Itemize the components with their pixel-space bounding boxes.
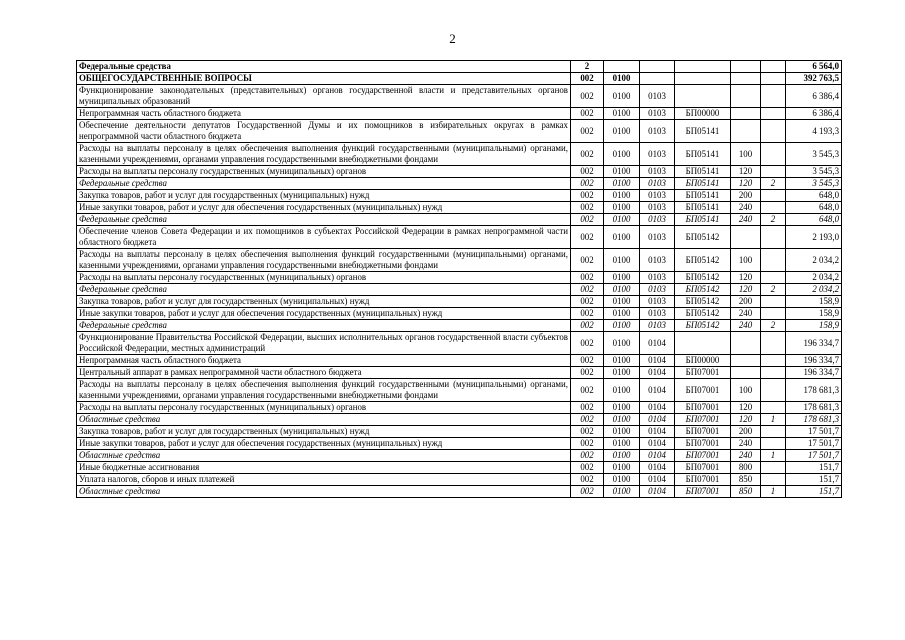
row-subsection: 0103	[640, 226, 675, 249]
row-amount: 6 386,4	[786, 108, 842, 120]
row-target-item: БП05142	[675, 272, 731, 284]
row-section: 0100	[604, 108, 640, 120]
row-expense-type: 120	[731, 414, 761, 426]
row-source	[761, 73, 786, 85]
row-grbs: 2	[571, 61, 604, 73]
row-name: Непрограммная часть областного бюджета	[77, 108, 571, 120]
row-name: Центральный аппарат в рамках непрограммной части областного бюджета	[77, 367, 571, 379]
row-source	[761, 143, 786, 166]
table-row	[77, 450, 842, 462]
row-target-item	[675, 73, 731, 85]
row-section: 0100	[604, 402, 640, 414]
row-target-item: БП07001	[675, 462, 731, 474]
row-section: 0100	[604, 143, 640, 166]
row-name: Функционирование законодательных (представительных) органов государственной власти и представительных органов муниципальных образований	[77, 85, 571, 108]
row-source	[761, 166, 786, 178]
row-subsection	[640, 61, 675, 73]
row-name: Федеральные средства	[77, 320, 571, 332]
row-subsection: 0103	[640, 249, 675, 272]
row-expense-type: 120	[731, 284, 761, 296]
row-expense-type: 240	[731, 308, 761, 320]
row-subsection: 0103	[640, 320, 675, 332]
row-subsection: 0103	[640, 284, 675, 296]
row-section: 0100	[604, 426, 640, 438]
row-grbs: 002	[571, 332, 604, 355]
row-name: Федеральные средства	[77, 284, 571, 296]
row-amount: 158,9	[786, 320, 842, 332]
row-target-item: БП05142	[675, 226, 731, 249]
row-section: 0100	[604, 226, 640, 249]
table-row	[77, 143, 842, 166]
row-grbs: 002	[571, 308, 604, 320]
table-row	[77, 120, 842, 143]
row-grbs: 002	[571, 249, 604, 272]
table-row	[77, 367, 842, 379]
row-expense-type	[731, 355, 761, 367]
row-section: 0100	[604, 178, 640, 190]
row-source	[761, 308, 786, 320]
row-source	[761, 202, 786, 214]
row-grbs: 002	[571, 450, 604, 462]
table-row	[77, 272, 842, 284]
row-name: Непрограммная часть областного бюджета	[77, 355, 571, 367]
table-row	[77, 73, 842, 85]
row-source	[761, 272, 786, 284]
row-name: Закупка товаров, работ и услуг для государственных (муниципальных) нужд	[77, 190, 571, 202]
row-source	[761, 85, 786, 108]
row-expense-type: 120	[731, 272, 761, 284]
row-source	[761, 332, 786, 355]
row-target-item: БП05142	[675, 320, 731, 332]
row-target-item: БП07001	[675, 426, 731, 438]
row-amount: 196 334,7	[786, 355, 842, 367]
row-grbs: 002	[571, 284, 604, 296]
row-grbs: 002	[571, 462, 604, 474]
row-expense-type	[731, 367, 761, 379]
row-expense-type	[731, 226, 761, 249]
row-expense-type	[731, 108, 761, 120]
table-row	[77, 178, 842, 190]
row-grbs: 002	[571, 320, 604, 332]
row-section: 0100	[604, 486, 640, 498]
row-section: 0100	[604, 450, 640, 462]
table-row	[77, 320, 842, 332]
row-source	[761, 355, 786, 367]
row-target-item: БП05142	[675, 284, 731, 296]
row-amount: 178 681,3	[786, 414, 842, 426]
row-subsection: 0104	[640, 486, 675, 498]
row-subsection: 0104	[640, 414, 675, 426]
row-source: 1	[761, 414, 786, 426]
row-grbs: 002	[571, 379, 604, 402]
row-amount: 151,7	[786, 486, 842, 498]
row-section: 0100	[604, 202, 640, 214]
row-amount: 158,9	[786, 296, 842, 308]
row-section: 0100	[604, 284, 640, 296]
row-amount: 17 501,7	[786, 426, 842, 438]
row-source: 2	[761, 214, 786, 226]
row-target-item: БП07001	[675, 474, 731, 486]
row-source: 1	[761, 450, 786, 462]
row-name: Расходы на выплаты персоналу в целях обеспечения выполнения функций государственными (муниципальными) органами, казенными учреждениями, органами управления государственными внебюджетными фондами	[77, 379, 571, 402]
row-name: Иные бюджетные ассигнования	[77, 462, 571, 474]
row-source	[761, 379, 786, 402]
row-target-item: БП05141	[675, 120, 731, 143]
row-amount: 2 034,2	[786, 272, 842, 284]
row-source: 2	[761, 320, 786, 332]
row-expense-type: 240	[731, 320, 761, 332]
row-amount: 151,7	[786, 474, 842, 486]
row-name: Расходы на выплаты персоналу государственных (муниципальных) органов	[77, 166, 571, 178]
row-section: 0100	[604, 320, 640, 332]
row-target-item: БП07001	[675, 379, 731, 402]
row-amount: 3 545,3	[786, 166, 842, 178]
row-section: 0100	[604, 249, 640, 272]
row-name: Областные средства	[77, 450, 571, 462]
row-amount: 151,7	[786, 462, 842, 474]
row-name: Областные средства	[77, 414, 571, 426]
row-subsection: 0103	[640, 166, 675, 178]
row-grbs: 002	[571, 214, 604, 226]
row-subsection: 0103	[640, 108, 675, 120]
row-grbs: 002	[571, 73, 604, 85]
row-amount: 2 034,2	[786, 249, 842, 272]
row-subsection: 0104	[640, 355, 675, 367]
row-grbs: 002	[571, 85, 604, 108]
table-row	[77, 85, 842, 108]
table-row	[77, 226, 842, 249]
row-grbs: 002	[571, 355, 604, 367]
row-subsection: 0104	[640, 367, 675, 379]
row-grbs: 002	[571, 272, 604, 284]
row-subsection: 0103	[640, 143, 675, 166]
row-expense-type: 850	[731, 474, 761, 486]
row-name: Закупка товаров, работ и услуг для государственных (муниципальных) нужд	[77, 426, 571, 438]
row-name: Федеральные средства	[77, 214, 571, 226]
row-amount: 3 545,3	[786, 143, 842, 166]
row-section: 0100	[604, 85, 640, 108]
row-expense-type: 120	[731, 166, 761, 178]
row-subsection	[640, 73, 675, 85]
row-subsection: 0104	[640, 450, 675, 462]
row-subsection: 0103	[640, 202, 675, 214]
row-grbs: 002	[571, 486, 604, 498]
row-name: Обеспечение членов Совета Федерации и их помощников в субъектах Российской Федерации в рамках непрограммной части областного бюджета	[77, 226, 571, 249]
row-section: 0100	[604, 332, 640, 355]
row-subsection: 0103	[640, 120, 675, 143]
table-row	[77, 284, 842, 296]
table-row	[77, 355, 842, 367]
budget-table	[76, 60, 842, 498]
table-row	[77, 486, 842, 498]
row-expense-type: 240	[731, 214, 761, 226]
row-name: Расходы на выплаты персоналу государственных (муниципальных) органов	[77, 272, 571, 284]
row-section	[604, 61, 640, 73]
row-amount: 6 564,0	[786, 61, 842, 73]
row-section: 0100	[604, 73, 640, 85]
row-source	[761, 226, 786, 249]
budget-table-body	[77, 61, 842, 498]
row-amount: 196 334,7	[786, 332, 842, 355]
row-source: 2	[761, 178, 786, 190]
row-grbs: 002	[571, 438, 604, 450]
row-subsection: 0104	[640, 462, 675, 474]
row-amount: 17 501,7	[786, 438, 842, 450]
row-amount: 648,0	[786, 202, 842, 214]
row-name: Иные закупки товаров, работ и услуг для обеспечения государственных (муниципальных) нужд	[77, 308, 571, 320]
row-target-item: БП07001	[675, 367, 731, 379]
row-target-item: БП07001	[675, 402, 731, 414]
row-section: 0100	[604, 214, 640, 226]
row-subsection: 0104	[640, 474, 675, 486]
row-amount: 3 545,3	[786, 178, 842, 190]
table-row	[77, 414, 842, 426]
row-name: Функционирование Правительства Российской Федерации, высших исполнительных органов государственной власти субъектов Российской Федерации, местных администраций	[77, 332, 571, 355]
row-grbs: 002	[571, 202, 604, 214]
table-row	[77, 308, 842, 320]
row-expense-type: 240	[731, 450, 761, 462]
row-grbs: 002	[571, 367, 604, 379]
row-target-item: БП05141	[675, 166, 731, 178]
row-subsection: 0104	[640, 426, 675, 438]
row-grbs: 002	[571, 296, 604, 308]
row-amount: 2 193,0	[786, 226, 842, 249]
row-subsection: 0104	[640, 379, 675, 402]
row-grbs: 002	[571, 166, 604, 178]
row-expense-type	[731, 120, 761, 143]
row-amount: 178 681,3	[786, 402, 842, 414]
row-expense-type	[731, 332, 761, 355]
row-source	[761, 61, 786, 73]
row-grbs: 002	[571, 426, 604, 438]
row-name: Иные закупки товаров, работ и услуг для обеспечения государственных (муниципальных) нужд	[77, 438, 571, 450]
row-target-item: БП05141	[675, 202, 731, 214]
table-row	[77, 249, 842, 272]
row-section: 0100	[604, 474, 640, 486]
row-target-item: БП05141	[675, 190, 731, 202]
row-section: 0100	[604, 166, 640, 178]
row-subsection: 0103	[640, 214, 675, 226]
row-section: 0100	[604, 462, 640, 474]
row-target-item: БП05141	[675, 178, 731, 190]
row-grbs: 002	[571, 190, 604, 202]
row-expense-type: 240	[731, 202, 761, 214]
row-source	[761, 426, 786, 438]
row-amount: 648,0	[786, 190, 842, 202]
row-source	[761, 249, 786, 272]
table-row	[77, 438, 842, 450]
row-name: Расходы на выплаты персоналу в целях обеспечения выполнения функций государственными (муниципальными) органами, казенными учреждениями, органами управления государственными внебюджетными фондами	[77, 249, 571, 272]
row-name: Областные средства	[77, 486, 571, 498]
row-amount: 196 334,7	[786, 367, 842, 379]
row-grbs: 002	[571, 108, 604, 120]
row-section: 0100	[604, 190, 640, 202]
table-row	[77, 202, 842, 214]
row-target-item: БП07001	[675, 486, 731, 498]
table-row	[77, 61, 842, 73]
row-subsection: 0103	[640, 85, 675, 108]
row-expense-type: 100	[731, 379, 761, 402]
row-source: 2	[761, 284, 786, 296]
table-row	[77, 402, 842, 414]
row-expense-type: 200	[731, 190, 761, 202]
row-target-item: БП05141	[675, 214, 731, 226]
row-target-item: БП05142	[675, 308, 731, 320]
row-section: 0100	[604, 414, 640, 426]
row-section: 0100	[604, 272, 640, 284]
row-amount: 6 386,4	[786, 85, 842, 108]
row-expense-type: 120	[731, 178, 761, 190]
table-row	[77, 166, 842, 178]
row-name: Уплата налогов, сборов и иных платежей	[77, 474, 571, 486]
row-target-item: БП00000	[675, 355, 731, 367]
row-subsection: 0103	[640, 296, 675, 308]
row-target-item	[675, 332, 731, 355]
row-subsection: 0103	[640, 308, 675, 320]
row-expense-type: 200	[731, 296, 761, 308]
row-subsection: 0103	[640, 272, 675, 284]
row-section: 0100	[604, 367, 640, 379]
row-source	[761, 402, 786, 414]
row-amount: 2 034,2	[786, 284, 842, 296]
row-source	[761, 438, 786, 450]
row-grbs: 002	[571, 120, 604, 143]
row-grbs: 002	[571, 143, 604, 166]
row-target-item: БП05142	[675, 249, 731, 272]
row-expense-type: 850	[731, 486, 761, 498]
row-target-item: БП05141	[675, 143, 731, 166]
table-row	[77, 296, 842, 308]
table-row	[77, 214, 842, 226]
row-source	[761, 108, 786, 120]
row-section: 0100	[604, 355, 640, 367]
row-amount: 4 193,3	[786, 120, 842, 143]
row-section: 0100	[604, 379, 640, 402]
row-expense-type: 200	[731, 426, 761, 438]
row-target-item	[675, 61, 731, 73]
table-row	[77, 108, 842, 120]
row-subsection: 0104	[640, 332, 675, 355]
row-expense-type: 240	[731, 438, 761, 450]
page-number: 2	[449, 31, 456, 46]
row-source: 1	[761, 486, 786, 498]
row-section: 0100	[604, 120, 640, 143]
table-row	[77, 426, 842, 438]
row-grbs: 002	[571, 474, 604, 486]
row-grbs: 002	[571, 178, 604, 190]
row-amount: 392 763,5	[786, 73, 842, 85]
row-grbs: 002	[571, 414, 604, 426]
row-expense-type: 120	[731, 402, 761, 414]
table-row	[77, 462, 842, 474]
row-section: 0100	[604, 438, 640, 450]
row-name: ОБЩЕГОСУДАРСТВЕННЫЕ ВОПРОСЫ	[77, 73, 571, 85]
row-source	[761, 462, 786, 474]
row-source	[761, 120, 786, 143]
row-amount: 178 681,3	[786, 379, 842, 402]
row-source	[761, 296, 786, 308]
row-name: Расходы на выплаты персоналу государственных (муниципальных) органов	[77, 402, 571, 414]
row-name: Иные закупки товаров, работ и услуг для обеспечения государственных (муниципальных) нужд	[77, 202, 571, 214]
row-grbs: 002	[571, 226, 604, 249]
table-row	[77, 332, 842, 355]
row-expense-type	[731, 85, 761, 108]
row-name: Расходы на выплаты персоналу в целях обеспечения выполнения функций государственными (муниципальными) органами, казенными учреждениями, органами управления государственными внебюджетными фондами	[77, 143, 571, 166]
row-amount: 648,0	[786, 214, 842, 226]
row-expense-type	[731, 73, 761, 85]
row-amount: 158,9	[786, 308, 842, 320]
table-row	[77, 379, 842, 402]
table-row	[77, 474, 842, 486]
row-target-item: БП07001	[675, 414, 731, 426]
row-amount: 17 501,7	[786, 450, 842, 462]
row-name: Федеральные средства	[77, 61, 571, 73]
row-target-item	[675, 85, 731, 108]
row-grbs: 002	[571, 402, 604, 414]
row-target-item: БП05142	[675, 296, 731, 308]
row-expense-type	[731, 61, 761, 73]
row-section: 0100	[604, 308, 640, 320]
row-subsection: 0104	[640, 438, 675, 450]
row-source	[761, 474, 786, 486]
row-name: Обеспечение деятельности депутатов Государственной Думы и их помощников в избирательных округах в рамках непрограммной части областного бюджета	[77, 120, 571, 143]
row-subsection: 0103	[640, 178, 675, 190]
row-expense-type: 100	[731, 249, 761, 272]
row-name: Закупка товаров, работ и услуг для государственных (муниципальных) нужд	[77, 296, 571, 308]
row-expense-type: 100	[731, 143, 761, 166]
row-target-item: БП00000	[675, 108, 731, 120]
row-target-item: БП07001	[675, 438, 731, 450]
row-source	[761, 190, 786, 202]
row-expense-type: 800	[731, 462, 761, 474]
row-section: 0100	[604, 296, 640, 308]
row-target-item: БП07001	[675, 450, 731, 462]
table-row	[77, 190, 842, 202]
row-source	[761, 367, 786, 379]
row-name: Федеральные средства	[77, 178, 571, 190]
row-subsection: 0104	[640, 402, 675, 414]
row-subsection: 0103	[640, 190, 675, 202]
